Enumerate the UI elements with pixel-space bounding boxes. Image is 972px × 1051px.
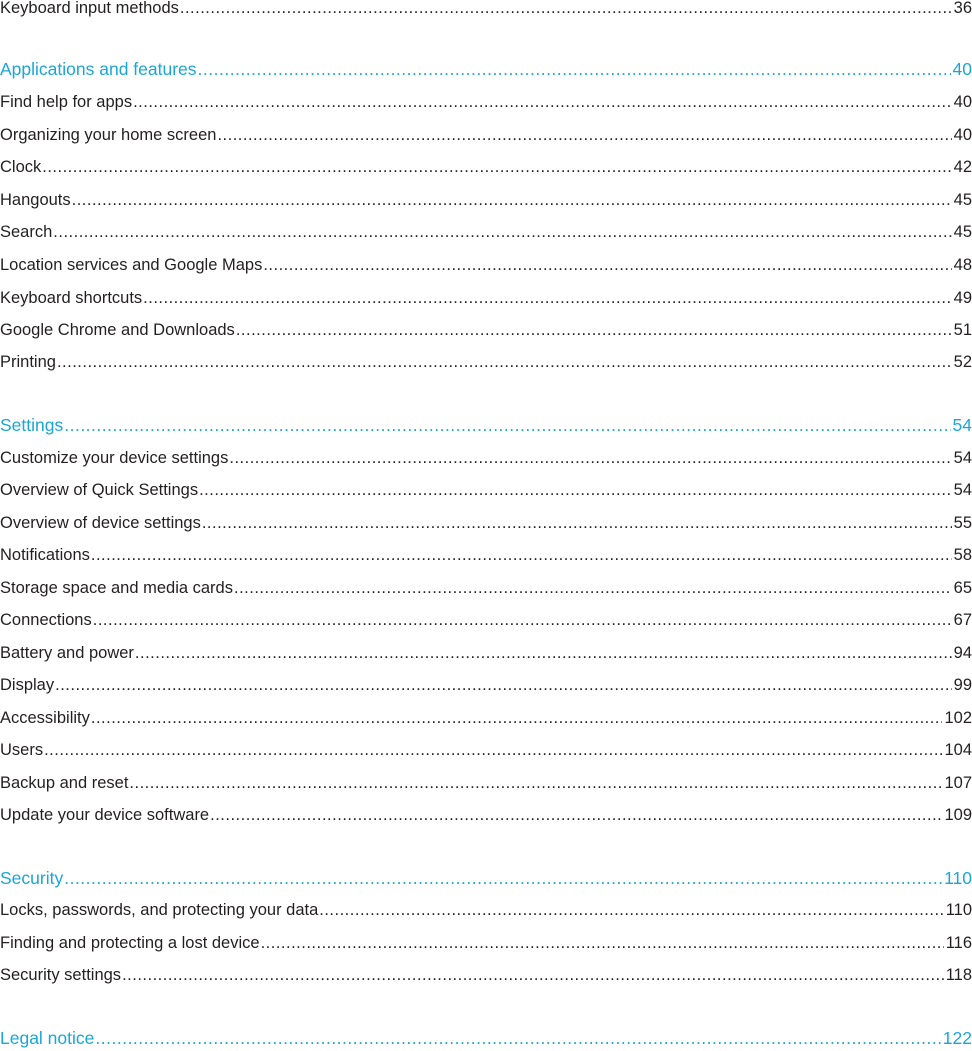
dot-leader [55, 674, 952, 696]
toc-section-settings[interactable] [0, 414, 972, 438]
toc-entry-keyboard-input-methods[interactable] [0, 0, 972, 21]
toc-entry-notifications[interactable] [0, 544, 972, 568]
dot-leader [93, 609, 952, 631]
toc-entry-title: Keyboard input methods [0, 0, 179, 17]
toc-entry-title: Battery and power [0, 644, 134, 662]
toc-entry-title: Keyboard shortcuts [0, 289, 143, 307]
toc-entry-overview-of-quick-settings[interactable] [0, 479, 972, 503]
dot-leader [91, 544, 952, 566]
toc-entry-organizing-your-home-screen[interactable] [0, 124, 972, 148]
toc-entry-connections[interactable] [0, 609, 972, 633]
toc-entry-title: Security [0, 868, 64, 888]
toc-entry-backup-and-reset[interactable] [0, 772, 972, 796]
toc-entry-title: Search [0, 223, 53, 241]
toc-page-number: 45 [953, 223, 972, 241]
toc-entry-title: Accessibility [0, 709, 90, 727]
toc-entry-accessibility[interactable] [0, 707, 972, 731]
toc-page-number: 40 [952, 59, 972, 79]
toc-page-number: 48 [953, 256, 972, 274]
toc-page-number: 110 [944, 868, 972, 888]
toc-entry-title: Hangouts [0, 191, 71, 209]
dot-leader [202, 512, 952, 534]
toc-entry-title: Overview of Quick Settings [0, 481, 199, 499]
toc-page-number: 110 [945, 901, 972, 919]
dot-leader [72, 189, 952, 211]
dot-leader [64, 414, 950, 436]
dot-leader [42, 156, 951, 178]
dot-leader [44, 739, 942, 761]
toc-entry-title: Update your device software [0, 806, 210, 824]
toc-page-number: 45 [953, 191, 972, 209]
toc-page-number: 36 [953, 0, 972, 17]
toc-section-legal-notice[interactable] [0, 1027, 972, 1051]
toc-page-number: 67 [953, 611, 972, 629]
dot-leader [133, 91, 952, 113]
toc-entry-title: Printing [0, 353, 56, 371]
toc-entry-printing[interactable] [0, 351, 972, 375]
toc-entry-keyboard-shortcuts[interactable] [0, 287, 972, 311]
toc-page-number: 104 [944, 741, 972, 759]
dot-leader [236, 319, 952, 341]
toc-entry-title: Finding and protecting a lost device [0, 934, 260, 952]
dot-leader [122, 964, 944, 986]
dot-leader [53, 221, 951, 243]
toc-entry-title: Display [0, 676, 55, 694]
dot-leader [135, 642, 952, 664]
toc-page-number: 55 [953, 514, 972, 532]
toc-entry-customize-your-device-settings[interactable] [0, 447, 972, 471]
dot-leader [91, 707, 943, 729]
dot-leader [95, 1027, 940, 1049]
toc-page-number: 107 [944, 774, 972, 792]
toc-entry-title: Location services and Google Maps [0, 256, 263, 274]
dot-leader [210, 804, 942, 826]
dot-leader [217, 124, 951, 146]
toc-entry-search[interactable] [0, 221, 972, 245]
toc-entry-title: Customize your device settings [0, 449, 229, 467]
toc-entry-title: Legal notice [0, 1028, 95, 1048]
toc-page-number: 54 [952, 415, 972, 435]
dot-leader [199, 479, 952, 501]
toc-entry-find-help-for-apps[interactable] [0, 91, 972, 115]
toc-page-number: 99 [953, 676, 972, 694]
toc-page-number: 102 [944, 709, 972, 727]
toc-entry-google-chrome-and-downloads[interactable] [0, 319, 972, 343]
toc-page-number: 52 [953, 353, 972, 371]
toc-page-number: 51 [953, 321, 972, 339]
toc-entry-title: Settings [0, 415, 64, 435]
toc-entry-title: Applications and features [0, 59, 197, 79]
toc-page-number: 116 [945, 934, 972, 952]
toc-entry-title: Notifications [0, 546, 90, 564]
dot-leader [57, 351, 952, 373]
toc-section-security[interactable] [0, 867, 972, 891]
toc-entry-locks-passwords-and-protecting-your-data[interactable] [0, 899, 972, 923]
toc-page-number: 109 [944, 806, 972, 824]
toc-page-number: 42 [953, 158, 972, 176]
toc-entry-title: Find help for apps [0, 93, 133, 111]
toc-entry-clock[interactable] [0, 156, 972, 180]
toc-entry-title: Overview of device settings [0, 514, 201, 532]
toc-page-number: 122 [942, 1028, 972, 1048]
toc-page-number: 40 [953, 126, 972, 144]
dot-leader [234, 577, 952, 599]
toc-entry-location-services-and-google-maps[interactable] [0, 254, 972, 278]
toc-page-number: 54 [953, 481, 972, 499]
toc-entry-security-settings[interactable] [0, 964, 972, 988]
toc-entry-title: Storage space and media cards [0, 579, 233, 597]
dot-leader [261, 932, 944, 954]
toc-page-number: 94 [953, 644, 972, 662]
toc-page-number: 65 [953, 579, 972, 597]
dot-leader [143, 287, 951, 309]
toc-page-number: 49 [953, 289, 972, 307]
toc-page-number: 40 [953, 93, 972, 111]
toc-entry-title: Google Chrome and Downloads [0, 321, 235, 339]
toc-entry-title: Backup and reset [0, 774, 129, 792]
toc-entry-finding-and-protecting-a-lost-device[interactable] [0, 932, 972, 956]
dot-leader [263, 254, 951, 276]
toc-entry-storage-space-and-media-cards[interactable] [0, 577, 972, 601]
toc-entry-users[interactable] [0, 739, 972, 763]
toc-entry-title: Connections [0, 611, 92, 629]
dot-leader [64, 867, 942, 889]
toc-entry-update-your-device-software[interactable] [0, 804, 972, 828]
toc-entry-title: Users [0, 741, 44, 759]
toc-entry-title: Clock [0, 158, 42, 176]
toc-page-number: 54 [953, 449, 972, 467]
toc-entry-hangouts[interactable] [0, 189, 972, 213]
toc-section-applications-and-features[interactable] [0, 58, 972, 82]
toc-entry-title: Locks, passwords, and protecting your data [0, 901, 319, 919]
dot-leader [129, 772, 942, 794]
dot-leader [198, 58, 951, 80]
dot-leader [319, 899, 943, 921]
toc-page-number: 118 [945, 966, 972, 984]
dot-leader [180, 0, 952, 19]
toc-entry-title: Security settings [0, 966, 122, 984]
toc-entry-display[interactable] [0, 674, 972, 698]
toc-entry-title: Organizing your home screen [0, 126, 217, 144]
toc-entry-battery-and-power[interactable] [0, 642, 972, 666]
dot-leader [229, 447, 951, 469]
toc-entry-overview-of-device-settings[interactable] [0, 512, 972, 536]
toc-page-number: 58 [953, 546, 972, 564]
